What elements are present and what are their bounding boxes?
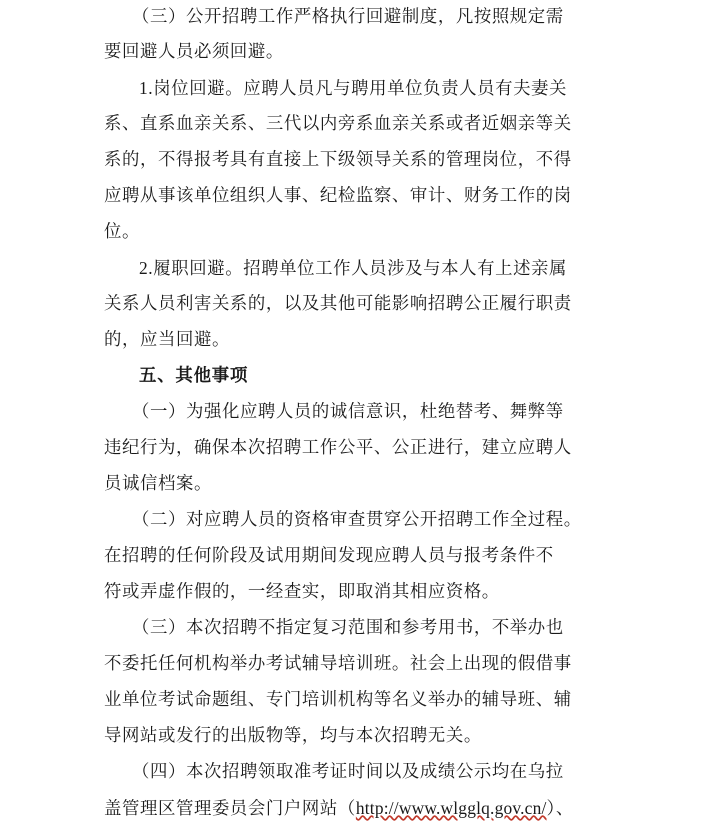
paragraph-no-training-line-2: 不委托任何机构举办考试辅导培训班。社会上出现的假借事: [104, 654, 572, 674]
section-heading-other-matters: 五、其他事项: [139, 366, 249, 386]
paragraph-integrity-line-2: 违纪行为，确保本次招聘工作公平、公正进行，建立应聘人: [104, 438, 572, 458]
paragraph-recusal-intro-line-1: （三）公开招聘工作严格执行回避制度，凡按照规定需: [132, 7, 564, 27]
paragraph-duty-recusal-line-1: [139, 253, 567, 283]
paragraph-position-recusal-line-3: 系的，不得报考具有直接上下级领导关系的管理岗位，不得: [104, 150, 572, 170]
paragraph-position-recusal-line-5: 位。: [104, 222, 140, 242]
paragraph-position-recusal-line-4: 应聘从事该单位组织人事、纪检监察、审计、财务工作的岗: [104, 186, 572, 206]
paragraph-integrity-line-3: 员诚信档案。: [104, 474, 212, 494]
paragraph-qualification-line-2: 在招聘的任何阶段及试用期间发现应聘人员与报考条件不: [104, 546, 554, 566]
paragraph-qualification-line-3: 符或弄虚作假的，一经查实，即取消其相应资格。: [104, 582, 500, 602]
paragraph-admission-line-1: （四）本次招聘领取准考证时间以及成绩公示均在乌拉: [132, 762, 564, 782]
paragraph-position-recusal-line-2: 系、直系血亲关系、三代以内旁系血亲关系或者近姻亲等关: [104, 114, 572, 134]
website-suffix-text: ）、: [546, 799, 574, 819]
duty-recusal-text: 履职回避。招聘单位工作人员涉及与本人有上述亲属: [153, 259, 568, 279]
paragraph-no-training-line-3: 业单位考试命题组、专门培训机构等名义举办的辅导班、辅: [104, 690, 572, 710]
paragraph-duty-recusal-line-2: 关系人员利害关系的，以及其他可能影响招聘公正履行职责: [104, 294, 572, 314]
item-number-1: 1.: [139, 78, 154, 98]
position-recusal-text: 岗位回避。应聘人员凡与聘用单位负责人员有夫妻关: [153, 79, 568, 99]
paragraph-duty-recusal-line-3: 的，应当回避。: [104, 330, 230, 350]
paragraph-recusal-intro-line-2: 要回避人员必须回避。: [104, 42, 284, 62]
paragraph-admission-line-2: [104, 793, 574, 823]
paragraph-no-training-line-1: （三）本次招聘不指定复习范围和参考用书，不举办也: [132, 618, 564, 638]
website-link[interactable]: http://www.wlgglq.gov.cn/: [355, 798, 547, 818]
paragraph-qualification-line-1: （二）对应聘人员的资格审查贯穿公开招聘工作全过程。: [132, 510, 582, 530]
item-number-2: 2.: [139, 258, 154, 278]
website-prefix-text: 盖管理区管理委员会门户网站（: [104, 799, 356, 819]
paragraph-no-training-line-4: 导网站或发行的出版物等，均与本次招聘无关。: [104, 726, 482, 746]
paragraph-integrity-line-1: （一）为强化应聘人员的诚信意识，杜绝替考、舞弊等: [132, 402, 564, 422]
paragraph-position-recusal-line-1: [139, 73, 567, 103]
